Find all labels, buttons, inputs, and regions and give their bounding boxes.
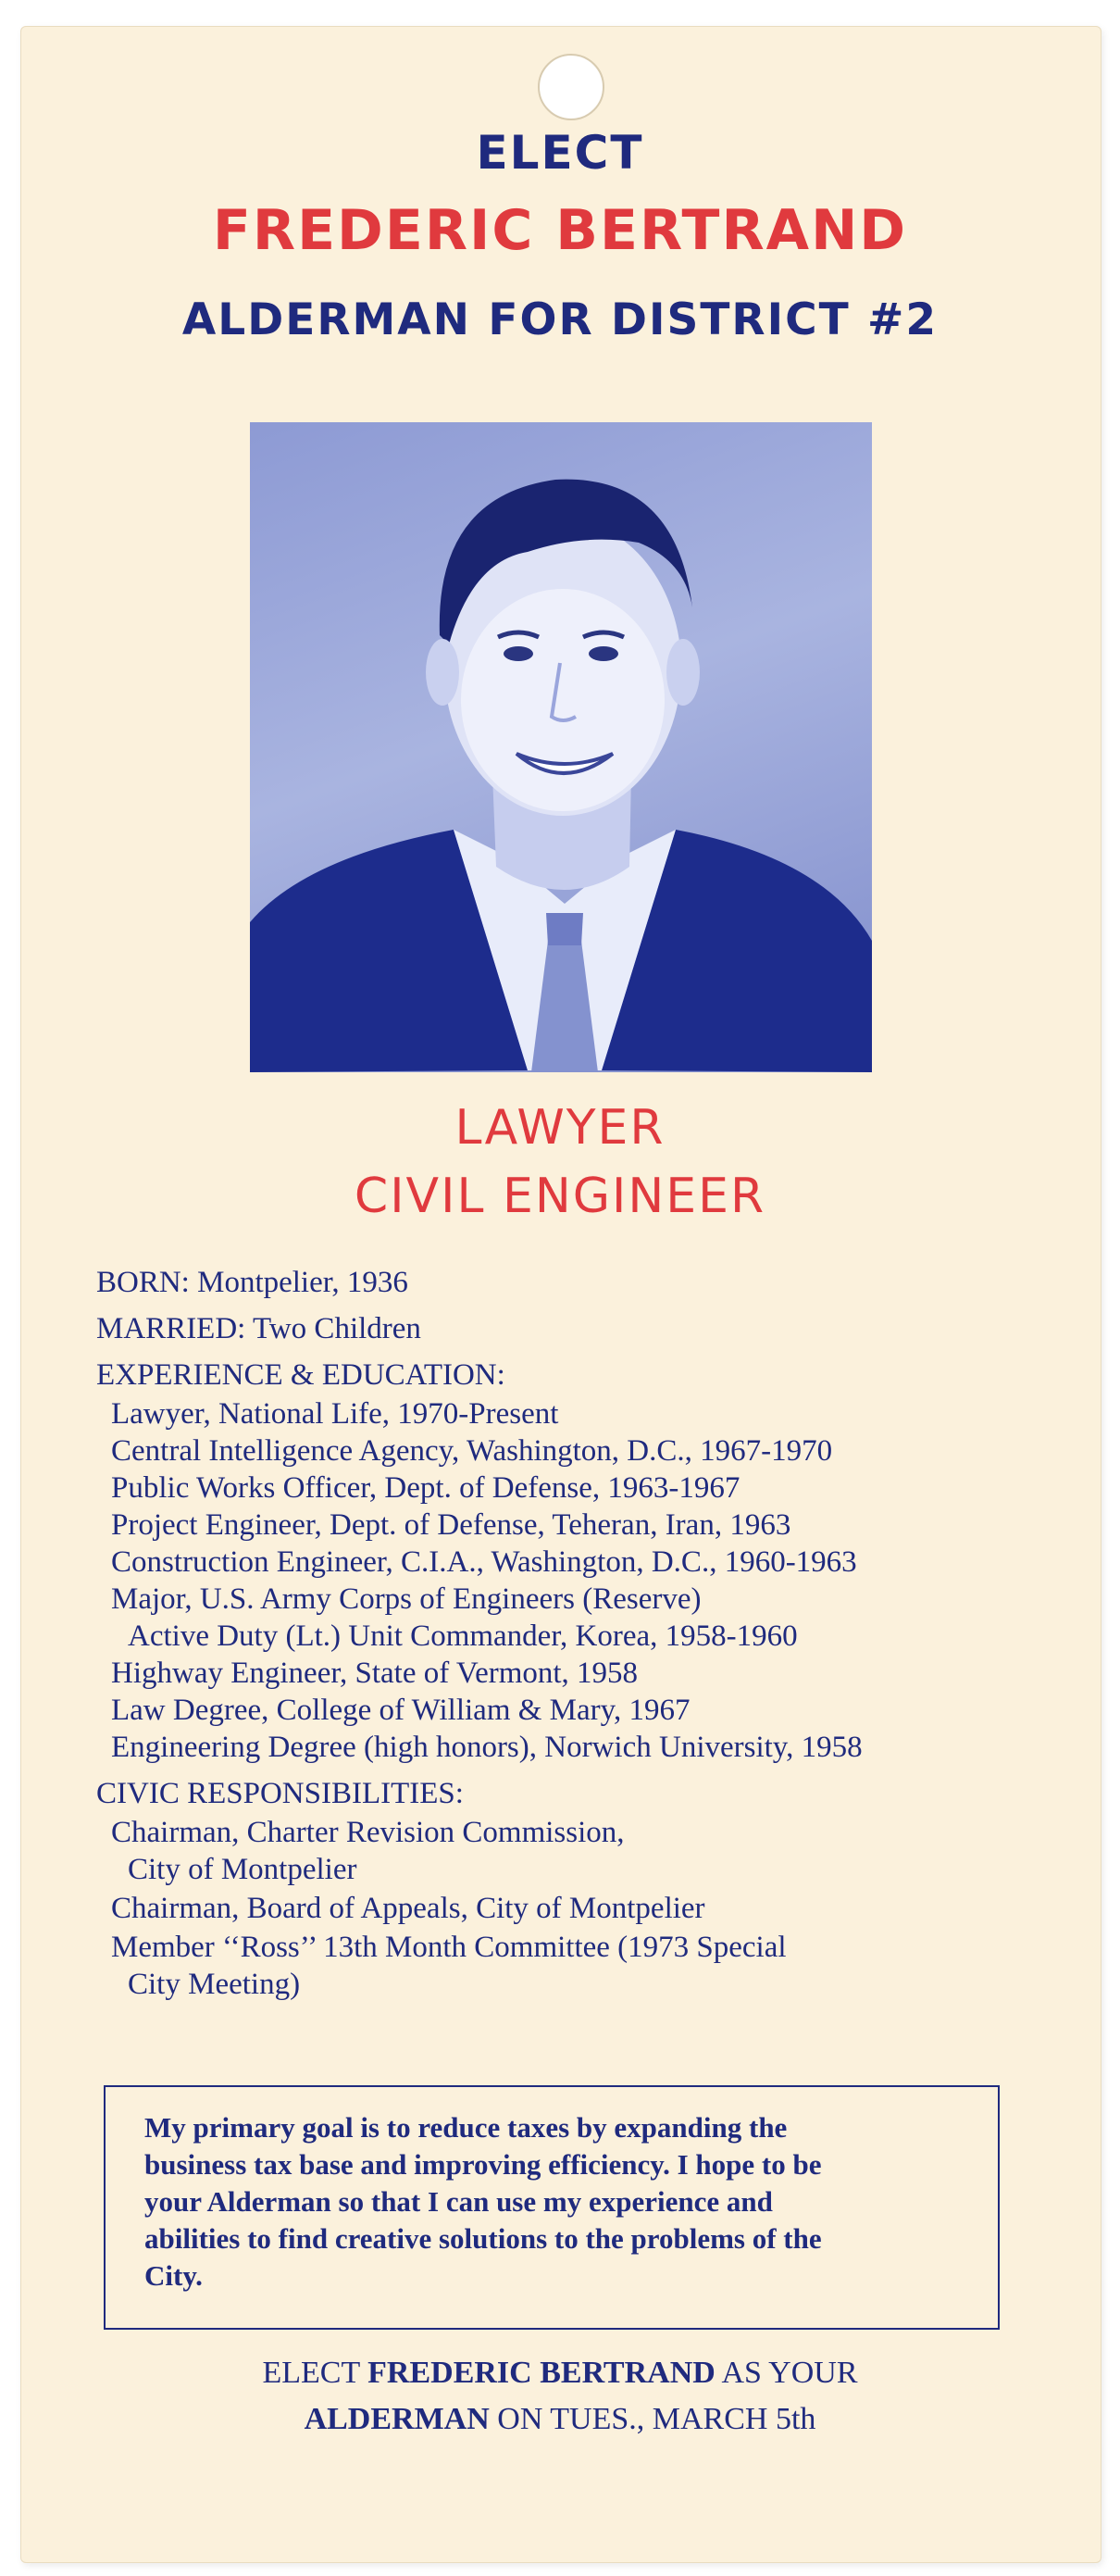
experience-heading: EXPERIENCE & EDUCATION: — [96, 1358, 505, 1392]
candidate-portrait — [250, 422, 872, 1072]
born-line — [96, 1265, 1077, 1300]
born-value: Montpelier, 1936 — [197, 1266, 408, 1299]
married-line — [96, 1311, 1077, 1346]
profession-lawyer: LAWYER — [454, 1100, 666, 1156]
experience-item: Engineering Degree (high honors), Norwich University, 1958 — [111, 1731, 863, 1764]
closing-line-1 — [0, 2356, 1120, 2391]
born-label: BORN: — [96, 1266, 190, 1299]
goal-line: My primary goal is to reduce taxes by expanding the — [144, 2111, 788, 2144]
office-heading: ALDERMAN FOR DISTRICT #2 — [181, 294, 939, 345]
civic-heading: CIVIC RESPONSIBILITIES: — [96, 1777, 464, 1810]
experience-item: Lawyer, National Life, 1970-Present — [111, 1397, 559, 1431]
closing-date: ON TUES., MARCH 5th — [497, 2402, 816, 2436]
civic-item: City of Montpelier — [128, 1853, 357, 1886]
goal-line: abilities to find creative solutions to the problems of the — [144, 2222, 822, 2255]
closing-as-your: AS YOUR — [721, 2356, 858, 2390]
closing-line-2 — [0, 2402, 1120, 2437]
closing-alderman: ALDERMAN — [304, 2402, 490, 2436]
goal-statement-box — [104, 2085, 1000, 2330]
closing-name: FREDERIC BERTRAND — [367, 2356, 716, 2390]
experience-item: Highway Engineer, State of Vermont, 1958 — [111, 1657, 639, 1690]
hanger-hole — [538, 54, 604, 120]
portrait-icon — [250, 422, 872, 1072]
civic-item: City Meeting) — [128, 1968, 301, 2001]
experience-item: Law Degree, College of William & Mary, 1967 — [111, 1694, 691, 1727]
civic-item: Chairman, Charter Revision Commission, — [111, 1816, 625, 1849]
civic-item: Member ‘‘Ross’’ 13th Month Committee (1973 Special — [111, 1931, 787, 1964]
goal-line: City. — [144, 2259, 203, 2292]
experience-item: Construction Engineer, C.I.A., Washington, D.C., 1960-1963 — [111, 1545, 857, 1579]
married-label: MARRIED: — [96, 1312, 246, 1345]
civic-item: Chairman, Board of Appeals, City of Montpelier — [111, 1892, 705, 1925]
goal-statement — [144, 2109, 968, 2295]
profession-engineer: CIVIL ENGINEER — [354, 1169, 766, 1224]
candidate-name: FREDERIC BERTRAND — [212, 198, 908, 263]
experience-item: Central Intelligence Agency, Washington, D.C., 1967-1970 — [111, 1434, 833, 1468]
elect-heading: ELECT — [476, 126, 644, 180]
experience-item: Active Duty (Lt.) Unit Commander, Korea, 1958-1960 — [128, 1619, 798, 1653]
experience-item: Project Engineer, Dept. of Defense, Teheran, Iran, 1963 — [111, 1508, 791, 1542]
married-value: Two Children — [253, 1312, 421, 1345]
experience-item: Public Works Officer, Dept. of Defense, 1963-1967 — [111, 1471, 740, 1505]
experience-item: Major, U.S. Army Corps of Engineers (Reserve) — [111, 1582, 702, 1616]
goal-line: your Alderman so that I can use my experience and — [144, 2185, 773, 2218]
goal-line: business tax base and improving efficiency. I hope to be — [144, 2148, 822, 2181]
closing-elect: ELECT — [262, 2356, 360, 2390]
